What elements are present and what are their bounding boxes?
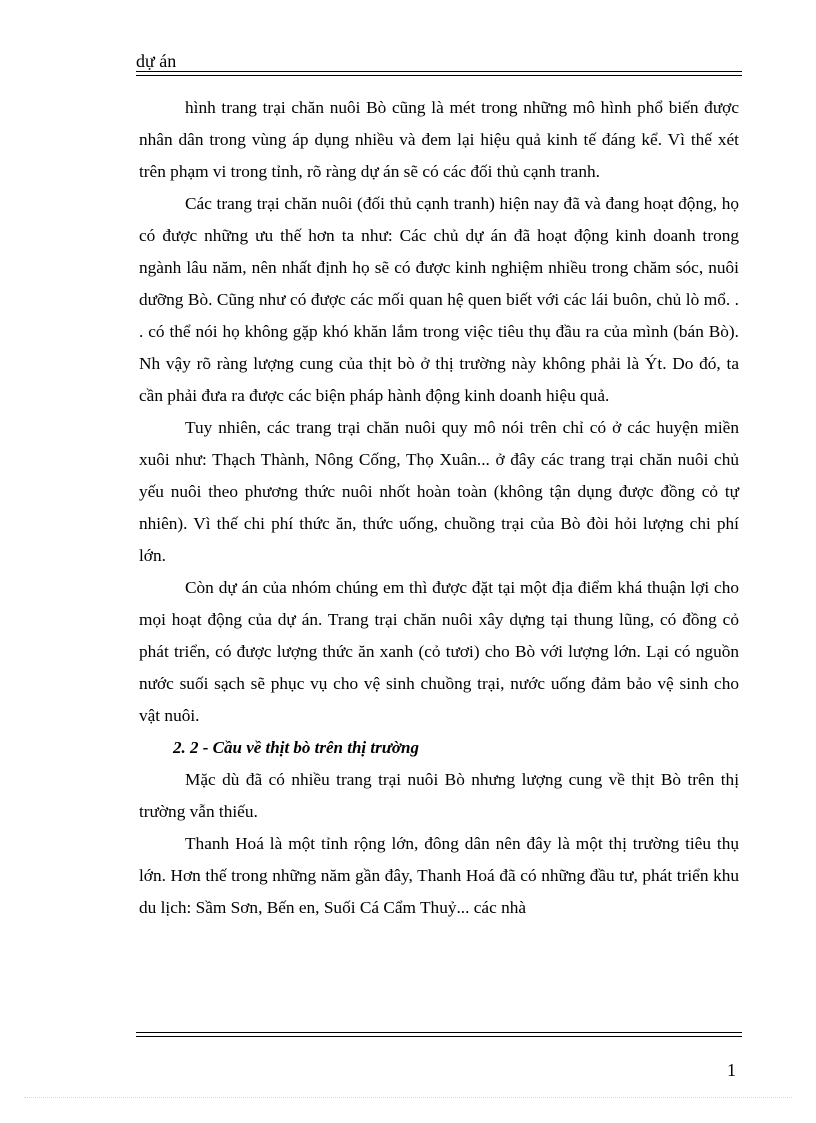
page-edge-divider <box>24 1097 792 1098</box>
header-title: dự án <box>136 51 177 71</box>
section-heading: 2. 2 - Cầu về thịt bò trên thị trường <box>173 738 420 757</box>
paragraph-6: Thanh Hoá là một tỉnh rộng lớn, đông dân nên đây là một thị trường tiêu thụ lớn. Hơn thế trong những năm gần đây, Thanh Hoá đã có những đầu tư, phát triển khu du lịch: Sầm Sơn, Bến en, Suối Cá Cẩm Thuỷ... các nhà <box>139 834 739 917</box>
paragraph-1: hình trang trại chăn nuôi Bò cũng là mét trong những mô hình phổ biến được nhân dân trong vùng áp dụng nhiều và đem lại hiệu quả kinh tế đáng kể. Vì thế xét trên phạm vi trong tỉnh, rõ ràng dự án sẽ có các đối thủ cạnh tranh. <box>139 98 739 181</box>
page-number: 1 <box>727 1060 736 1080</box>
footer-rule-thin <box>136 1032 742 1033</box>
header-rule-thick <box>136 75 742 76</box>
footer-rule-thick <box>136 1036 742 1037</box>
paragraph-5: Mặc dù đã có nhiều trang trại nuôi Bò nhưng lượng cung về thịt Bò trên thị trường vẫn thiếu. <box>139 770 739 821</box>
paragraph-2: Các trang trại chăn nuôi (đối thủ cạnh tranh) hiện nay đã và đang hoạt động, họ có được những ưu thế hơn ta như: Các chủ dự án đã hoạt động kinh doanh trong ngành lâu năm, nên nhất định họ sẽ có được kinh nghiệm nhiều trong chăm sóc, nuôi dưỡng Bò. Cũng như có được các mối quan hệ quen biết với các lái buôn, chủ lò mổ. . . có thể nói họ không gặp khó khăn lắm trong việc tiêu thụ đầu ra của mình (bán Bò). Nh vậy rõ ràng lượng cung của thịt bò ở thị trường này không phải là Ýt. Do đó, ta cần phải đưa ra được các biện pháp hành động kinh doanh hiệu quả. <box>139 194 739 405</box>
header-rule-thin <box>136 71 742 72</box>
paragraph-3: Tuy nhiên, các trang trại chăn nuôi quy mô nói trên chỉ có ở các huyện miền xuôi như: Thạch Thành, Nông Cống, Thọ Xuân... ở đây các trang trại chăn nuôi chủ yếu nuôi theo phương thức nuôi nhốt hoàn toàn (không tận dụng được đồng cỏ tự nhiên). Vì thế chi phí thức ăn, thức uống, chuồng trại của Bò đòi hỏi lượng chi phí lớn. <box>139 418 739 565</box>
document-body <box>139 92 739 924</box>
paragraph-4: Còn dự án của nhóm chúng em thì được đặt tại một địa điểm khá thuận lợi cho mọi hoạt động của dự án. Trang trại chăn nuôi xây dựng tại thung lũng, có đồng cỏ phát triển, có được lượng thức ăn xanh (cỏ tươi) cho Bò với lượng lớn. Lại có nguồn nước suối sạch sẽ phục vụ cho vệ sinh chuồng trại, nước uống đảm bảo vệ sinh cho vật nuôi. <box>139 578 739 725</box>
